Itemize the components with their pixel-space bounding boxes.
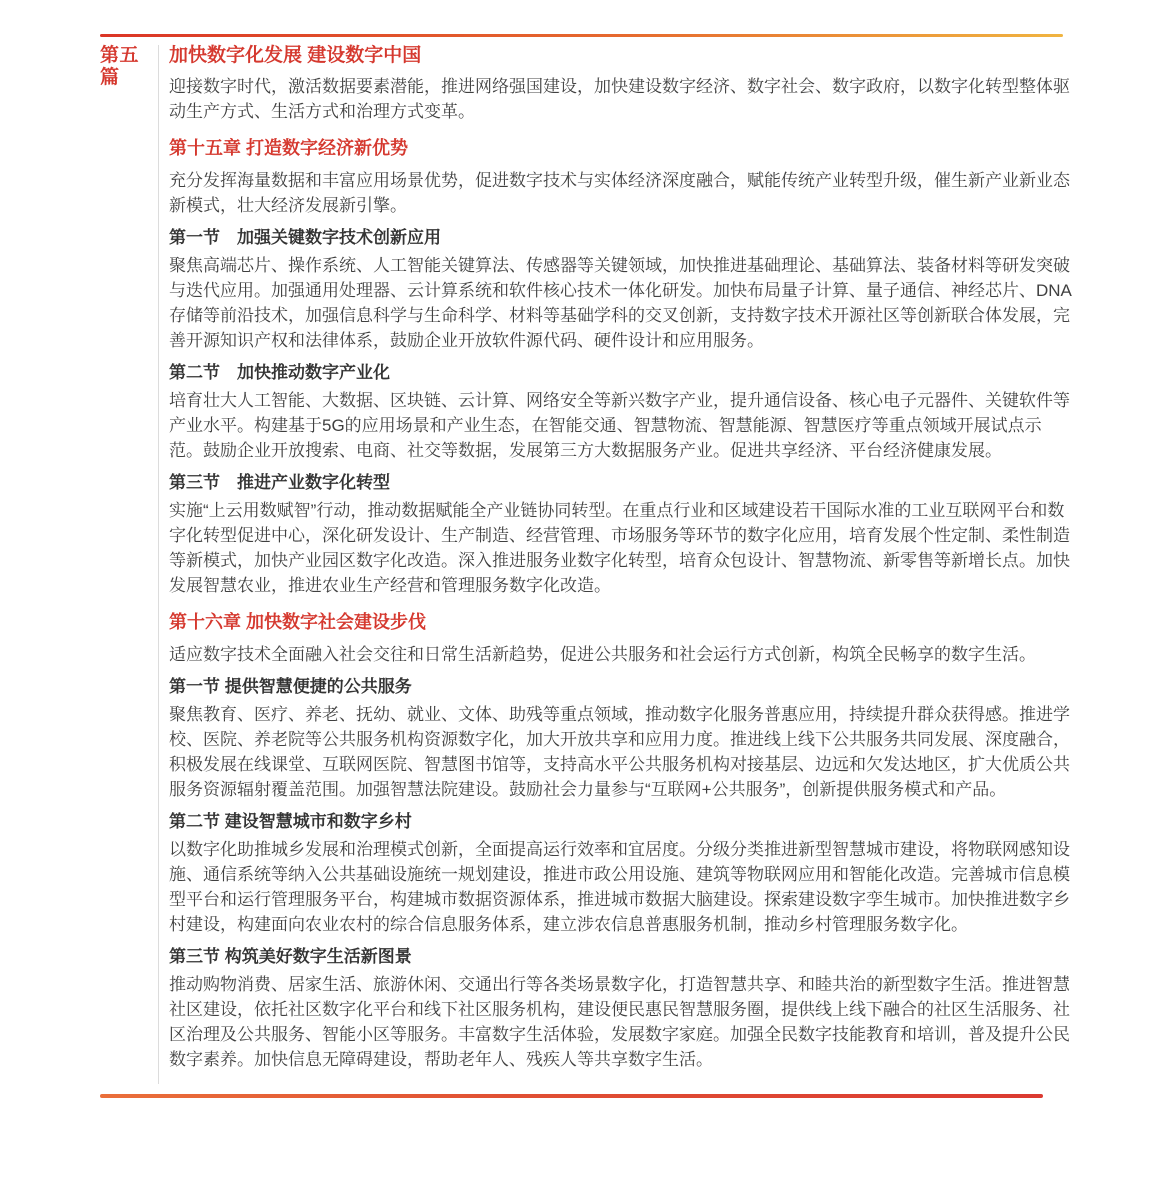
chapter-15-section-3-title: 第三节 推进产业数字化转型 <box>169 473 390 492</box>
part-title: 加快数字化发展 建设数字中国 <box>169 45 422 66</box>
top-divider <box>100 34 1063 37</box>
chapter-16-section-3-body: 推动购物消费、居家生活、旅游休闲、交通出行等各类场景数字化，打造智慧共享、和睦共治的新型数字生活。推进智慧社区建设，依托社区数字化平台和线下社区服务机构，建设便民惠民智慧服务圈，提供线上线下融合的社区生活服务、社区治理及公共服务、智能小区等服务。丰富数字生活体验，发展数字家庭。加强全民数字技能教育和培训，普及提升公民数字素养。加快信息无障碍建设，帮助老年人、残疾人等共享数字生活。 <box>169 975 1070 1069</box>
chapter-16-section-1-title: 第一节 提供智慧便捷的公共服务 <box>169 677 412 696</box>
document-page <box>0 34 1172 1182</box>
chapter-15-section-2-title: 第二节 加快推动数字产业化 <box>169 363 390 382</box>
chapter-16-section-2-title: 第二节 建设智慧城市和数字乡村 <box>169 812 412 831</box>
part-intro: 迎接数字时代，激活数据要素潜能，推进网络强国建设，加快建设数字经济、数字社会、数字政府，以数字化转型整体驱动生产方式、生活方式和治理方式变革。 <box>169 77 1070 121</box>
chapter-15-title: 第十五章 打造数字经济新优势 <box>169 138 408 158</box>
chapter-16-section-2-body: 以数字化助推城乡发展和治理模式创新，全面提高运行效率和宜居度。分级分类推进新型智慧城市建设，将物联网感知设施、通信系统等纳入公共基础设施统一规划建设，推进市政公用设施、建筑等物联网应用和智能化改造。完善城市信息模型平台和运行管理服务平台，构建城市数据资源体系，推进城市数据大脑建设。探索建设数字孪生城市。加快推进数字乡村建设，构建面向农业农村的综合信息服务体系，建立涉农信息普惠服务机制，推动乡村管理服务数字化。 <box>169 840 1070 934</box>
chapter-16-section-3-title: 第三节 构筑美好数字生活新图景 <box>169 947 412 966</box>
part-label: 第五篇 <box>100 45 140 88</box>
chapter-16-title: 第十六章 加快数字社会建设步伐 <box>169 612 426 632</box>
chapter-16-section-1-body: 聚焦教育、医疗、养老、抚幼、就业、文体、助残等重点领域，推动数字化服务普惠应用，持续提升群众获得感。推进学校、医院、养老院等公共服务机构资源数字化，加大开放共享和应用力度。推进线上线下公共服务共同发展、深度融合，积极发展在线课堂、互联网医院、智慧图书馆等，支持高水平公共服务机构对接基层、边远和欠发达地区，扩大优质公共服务资源辐射覆盖范围。加强智慧法院建设。鼓励社会力量参与“互联网+公共服务”，创新提供服务模式和产品。 <box>169 705 1070 799</box>
chapter-15-section-2-body: 培育壮大人工智能、大数据、区块链、云计算、网络安全等新兴数字产业，提升通信设备、核心电子元器件、关键软件等产业水平。构建基于5G的应用场景和产业生态，在智能交通、智慧物流、智慧能源、智慧医疗等重点领域开展试点示范。鼓励企业开放搜索、电商、社交等数据，发展第三方大数据服务产业。促进共享经济、平台经济健康发展。 <box>169 391 1070 460</box>
document-body <box>100 45 1075 1084</box>
chapter-15-section-3-body: 实施“上云用数赋智”行动，推动数据赋能全产业链协同转型。在重点行业和区域建设若干国际水准的工业互联网平台和数字化转型促进中心，深化研发设计、生产制造、经营管理、市场服务等环节的数字化应用，培育发展个性定制、柔性制造等新模式，加快产业园区数字化改造。深入推进服务业数字化转型，培育众包设计、智慧物流、新零售等新增长点。加快发展智慧农业，推进农业生产经营和管理服务数字化改造。 <box>169 501 1070 595</box>
chapter-16-intro: 适应数字技术全面融入社会交往和日常生活新趋势，促进公共服务和社会运行方式创新，构筑全民畅享的数字生活。 <box>169 645 1036 664</box>
chapter-15-intro: 充分发挥海量数据和丰富应用场景优势，促进数字技术与实体经济深度融合，赋能传统产业转型升级，催生新产业新业态新模式，壮大经济发展新引擎。 <box>169 171 1070 215</box>
chapter-15-section-1-title: 第一节 加强关键数字技术创新应用 <box>169 228 441 247</box>
bottom-divider <box>100 1094 1043 1098</box>
content-column <box>158 45 1075 1084</box>
chapter-15-section-1-body: 聚焦高端芯片、操作系统、人工智能关键算法、传感器等关键领域，加快推进基础理论、基础算法、装备材料等研发突破与迭代应用。加强通用处理器、云计算系统和软件核心技术一体化研发。加快布局量子计算、量子通信、神经芯片、DNA存储等前沿技术，加强信息科学与生命科学、材料等基础学科的交叉创新，支持数字技术开源社区等创新联合体发展，完善开源知识产权和法律体系，鼓励企业开放软件源代码、硬件设计和应用服务。 <box>169 256 1072 350</box>
